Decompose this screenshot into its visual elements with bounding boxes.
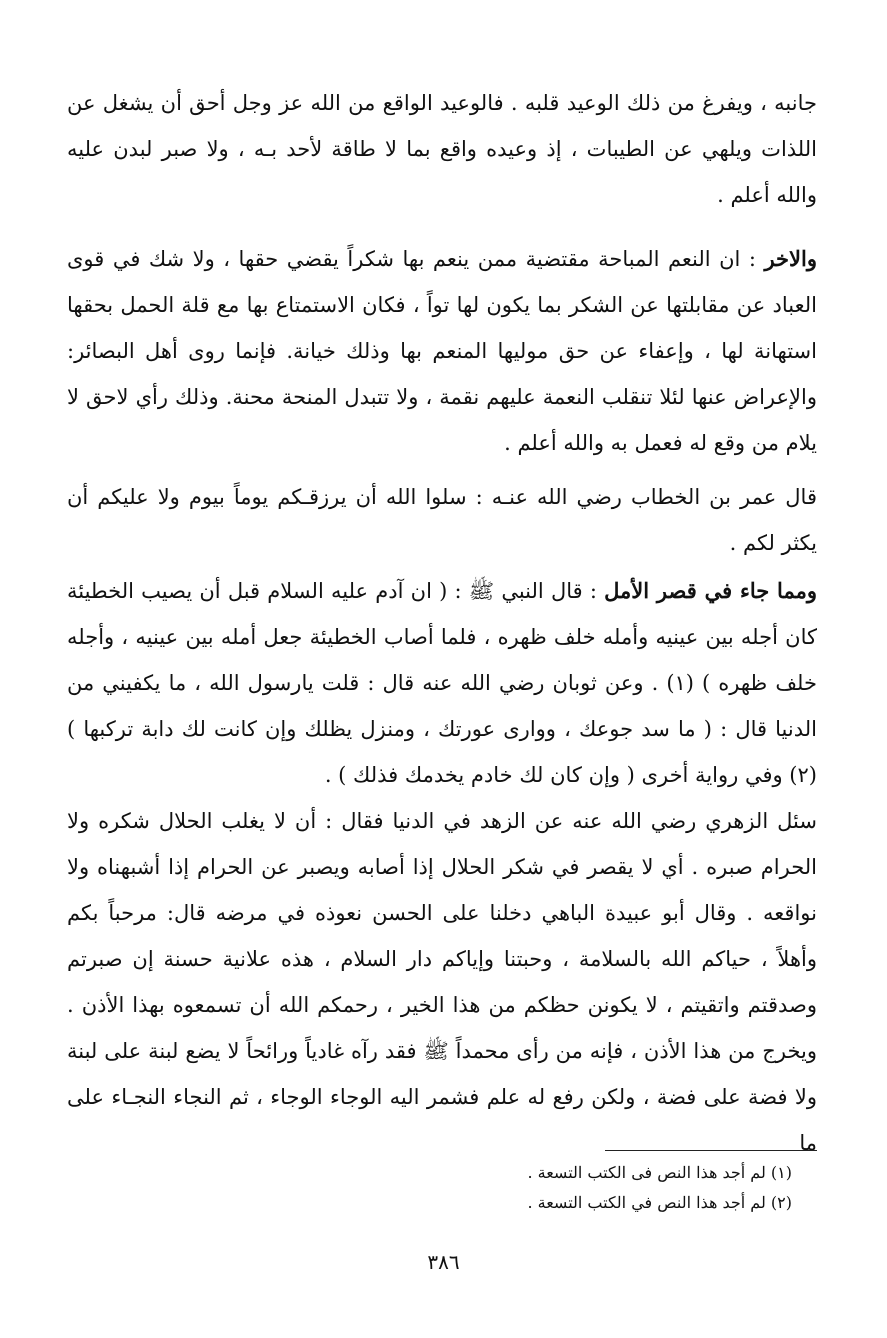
paragraph-2-lead: والاخر xyxy=(764,246,817,271)
paragraph-3 xyxy=(67,474,817,566)
footnote-separator xyxy=(605,1150,817,1151)
footnote-2: (٢) لم أجد هذا النص في الكتب التسعة . xyxy=(527,1193,792,1212)
paragraph-1 xyxy=(67,80,817,218)
paragraph-4-lead: ومما جاء في قصر الأمل xyxy=(604,578,817,603)
page-number: ٣٨٦ xyxy=(427,1250,460,1274)
paragraph-1-text: جانبه ، ويفرغ من ذلك الوعيد قلبه . فالوعيد الواقع من الله عز وجل أحق أن يشغل عن اللذات ويلهي عن الطيبات ، إذ وعيده واقع بما لا طاقة لأحد بـه ، ولا صبر لبدن عليه والله أعلم . xyxy=(67,91,817,207)
paragraph-4-text: : قال النبي ﷺ : ( ان آدم عليه السلام قبل أن يصيب الخطيئة كان أجله بين عينيه وأمله خلف ظهره ، فلما أصاب الخطيئة جعل أمله بين عينيه ، وأجله خلف ظهره ) (١) . وعن ثوبان رضي الله عنه قال : قلت يارسول الله ، ما يكفيني من الدنيا قال : ( ما سد جوعك ، ووارى عورتك ، ومنزل يظلك وإن كانت لك دابة تركبها ) (٢) وفي رواية أخرى ( وإن كان لك خادم يخدمك فذلك ) . xyxy=(67,579,817,787)
footnotes xyxy=(192,1158,792,1218)
paragraph-2-text: : ان النعم المباحة مقتضية ممن ينعم بها شكراً يقضي حقها ، ولا شك في قوى العباد عن مقابلتها عن الشكر بما يكون لها تواً ، فكان الاستمتاع بها مع قلة الحمل بحقها استهانة لها ، وإعفاء عن حق موليها المنعم بها وذلك خيانة. فإنما روى أهل البصائر: والإعراض عنها لئلا تنقلب النعمة عليهم نقمة ، ولا تتبدل المنحة محنة. وذلك رأي لاحق لا يلام من وقع له فعمل به والله أعلم . xyxy=(67,247,817,455)
paragraph-3-text: قال عمر بن الخطاب رضي الله عنـه : سلوا الله أن يرزقـكم يوماً بيوم ولا عليكم أن يكثر لكم . xyxy=(67,485,817,555)
paragraph-4 xyxy=(67,568,817,798)
paragraph-2 xyxy=(67,236,817,466)
paragraph-5 xyxy=(67,798,817,1166)
paragraph-5-text: سئل الزهري رضي الله عنه عن الزهد في الدنيا فقال : أن لا يغلب الحلال شكره ولا الحرام صبره . أي لا يقصر في شكر الحلال إذا أصابه ويصبر عن الحرام إذا أشبهناه ولا نواقعه . وقال أبو عبيدة الباهي دخلنا على الحسن نعوذه في مرضه قال: مرحباً بكم وأهلاً ، حياكم الله بالسلامة ، وحبتنا وإياكم دار السلام ، هذه علانية حسنة إن صبرتم وصدقتم واتقيتم ، لا يكونن حظكم من هذا الخير ، رحمكم الله أن تسمعوه بهذا الأذن . ويخرج من هذا الأذن ، فإنه من رأى محمداً ﷺ فقد رآه غادياً ورائحاً لا يضع لبنة على لبنة ولا فضة على فضة ، ولكن رفع له علم فشمر اليه الوجاء الوجاء ، ثم النجاء النجـاء على ما xyxy=(67,809,817,1155)
footnote-1: (١) لم أجد هذا النص فى الكتب التسعة . xyxy=(527,1163,792,1182)
